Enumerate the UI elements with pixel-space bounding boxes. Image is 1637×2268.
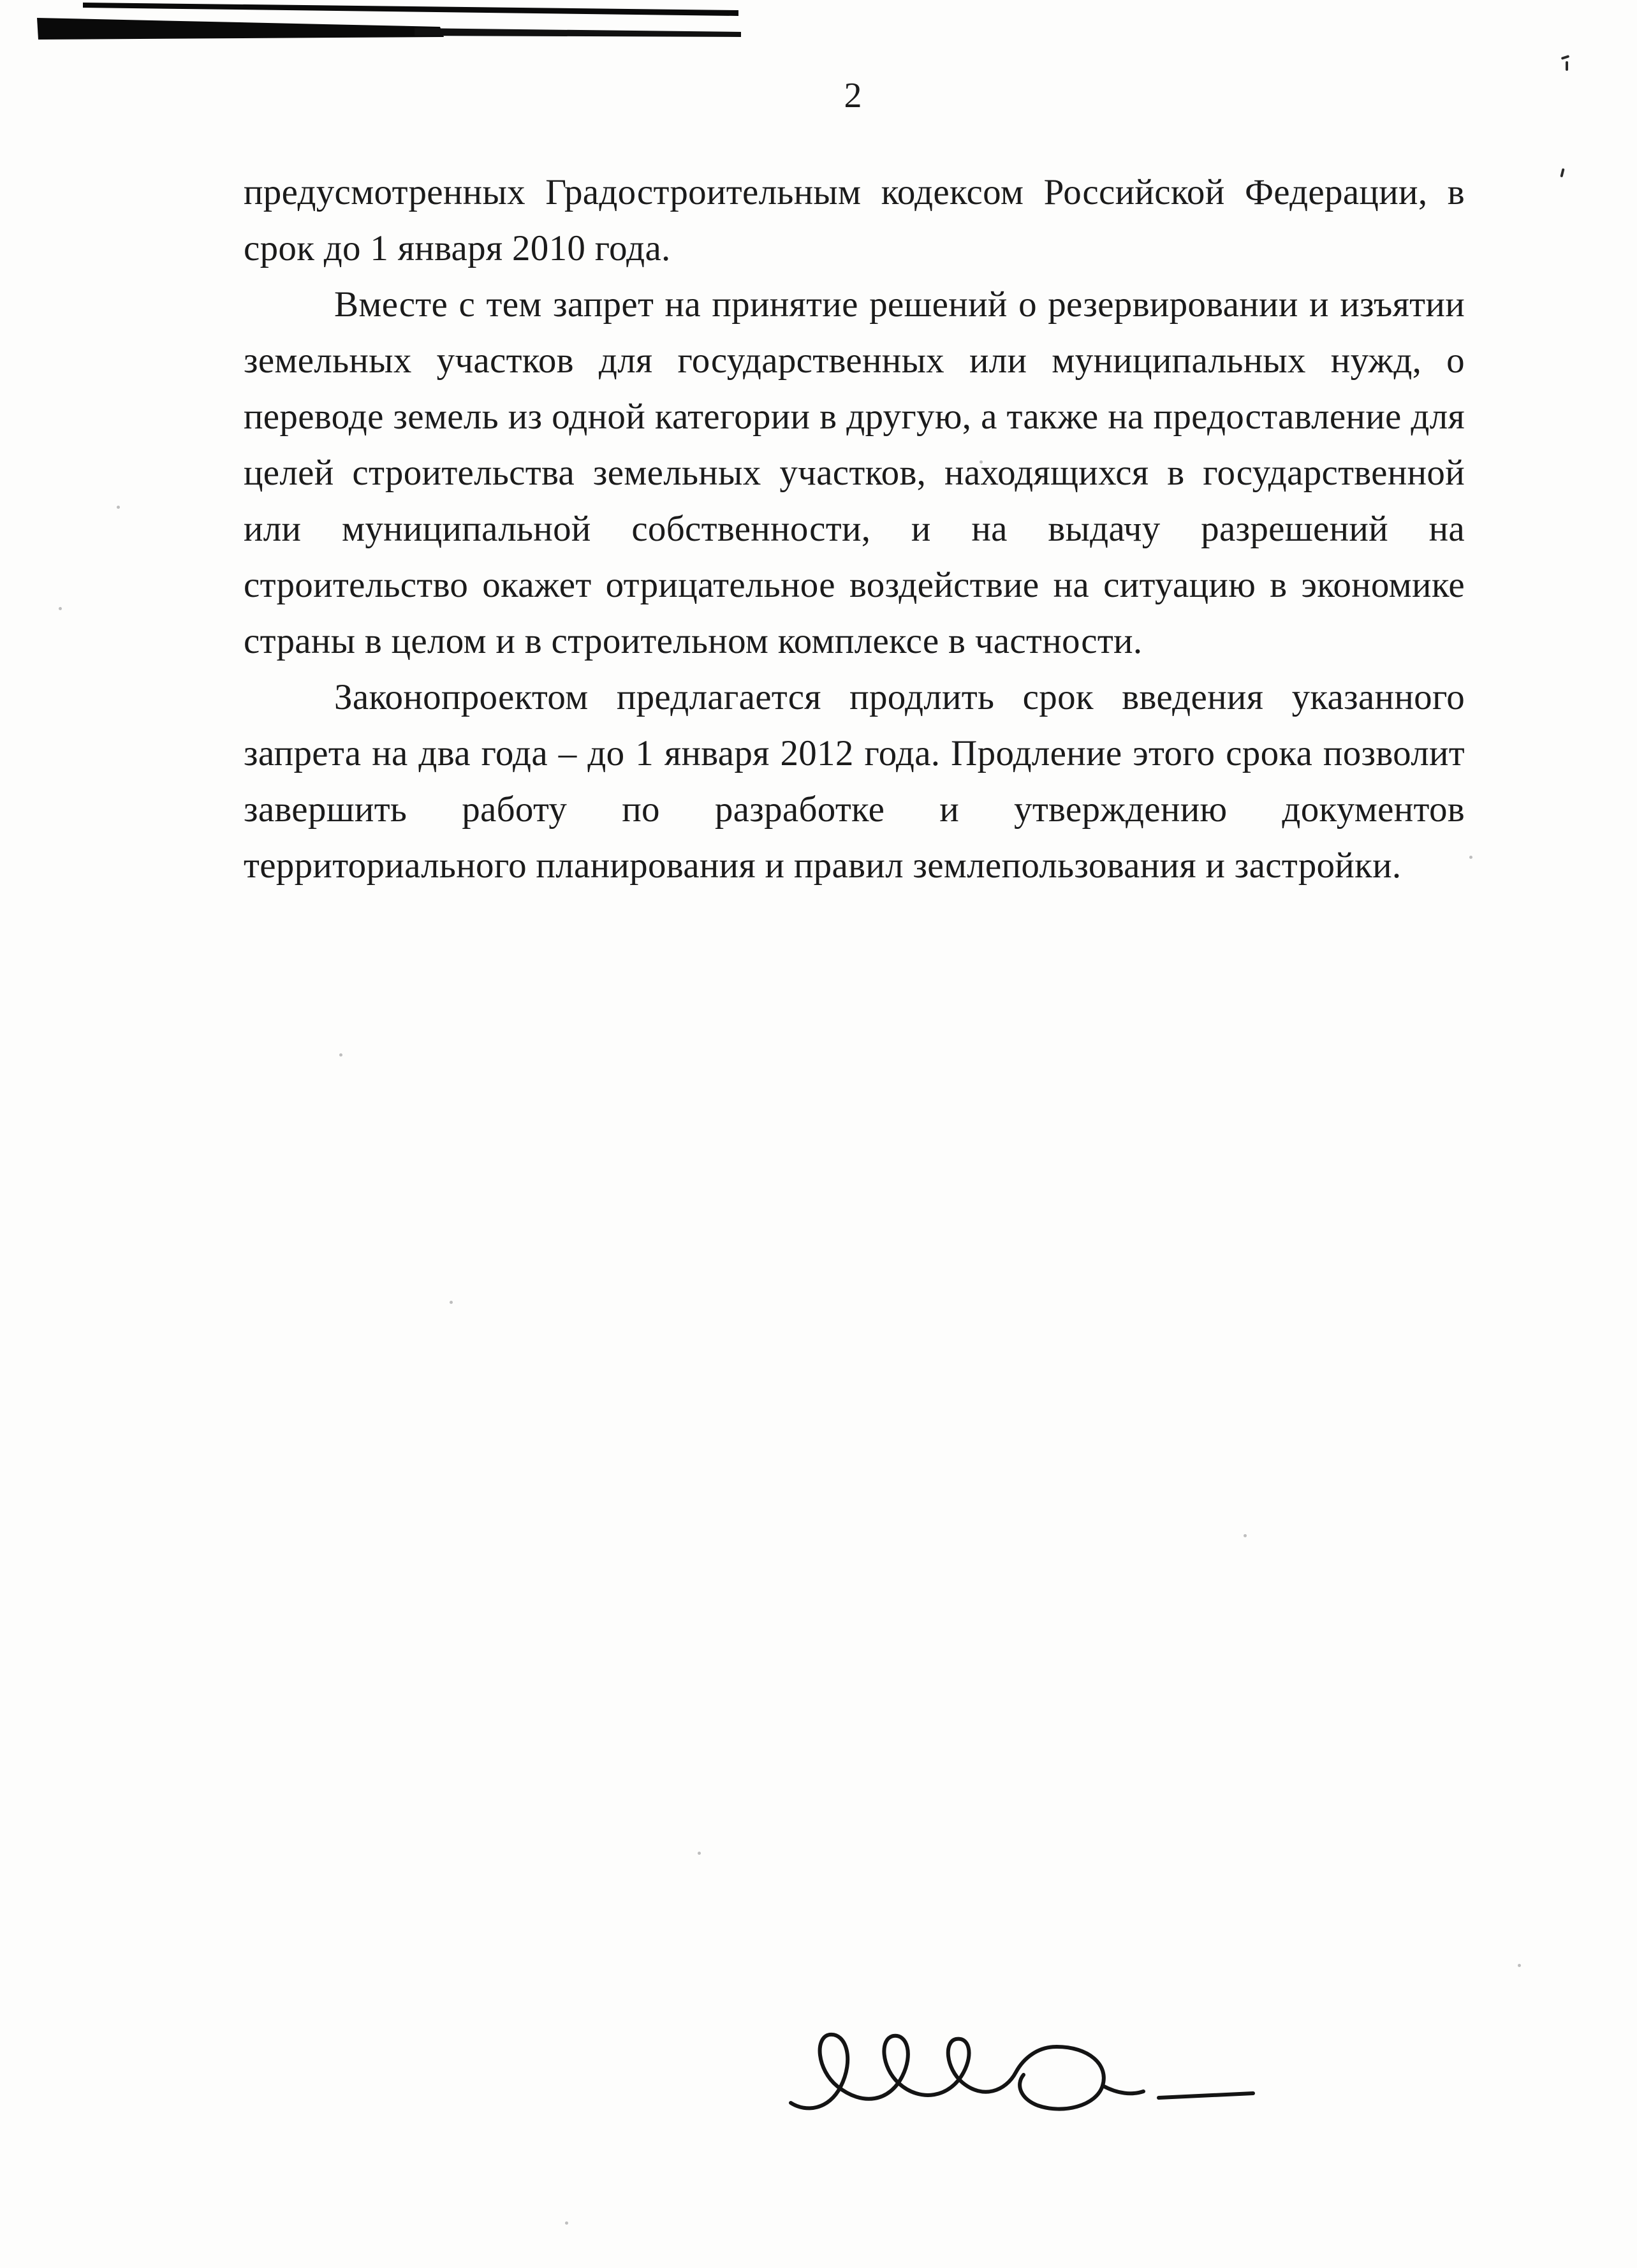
page-number: 2 [844,76,862,115]
scan-speck [1561,55,1570,60]
scan-speck [117,506,120,509]
scan-speck [59,607,62,610]
scan-artifact-streak [32,0,765,51]
scan-speck [565,2221,568,2225]
paragraph: Вместе с тем запрет на принятие решений о резервировании и изъятии земельных участков для государственных или муниципальных нужд, о переводе земель из одной категории в другую, а также на предоставление для целей строительства земельных участков, находящихся в государственной или муниципальной собственности, и на выдачу разрешений на строительство окажет отрицательное воздействие на ситуацию в экономике страны в целом и в строительном комплексе в частности. [244,284,1465,661]
scan-speck [1560,168,1564,178]
scan-speck [1244,1534,1247,1537]
paragraph: предусмотренных Градостроительным кодексом Российской Федерации, в срок до 1 января 2010 года. [244,172,1465,268]
scan-speck [450,1301,453,1304]
scan-speck [1566,61,1568,71]
paragraph: Законопроектом предлагается продлить срок введения указанного запрета на два года – до 1 января 2012 года. Продление этого срока позволит завершить работу по разработке и утверждению документов территориального планирования и правил землепользования и застройки. [244,677,1465,886]
scan-speck [1518,1964,1521,1967]
scan-speck [698,1852,701,1855]
signature [775,1988,1266,2141]
document-body [244,165,1465,894]
scan-speck [339,1053,342,1057]
scan-speck [1469,856,1472,859]
